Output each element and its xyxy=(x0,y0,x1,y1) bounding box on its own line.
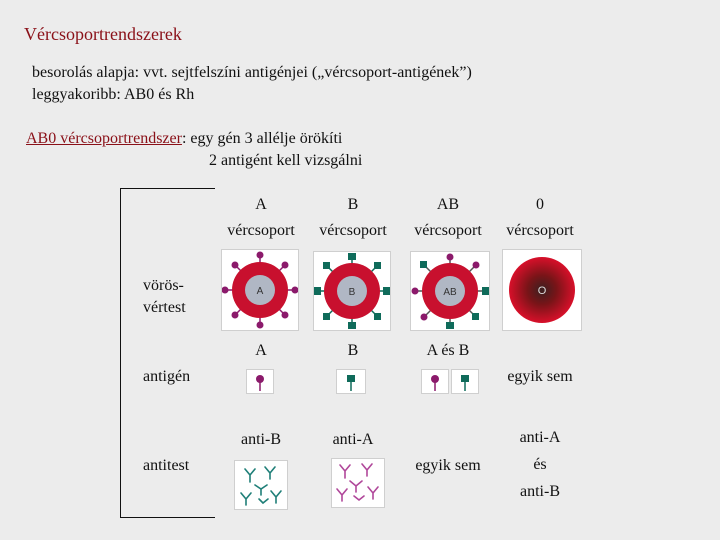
col-b-name: B xyxy=(347,196,359,213)
rbc-a-label: A xyxy=(256,286,264,297)
antigen-b-label: B xyxy=(347,342,359,359)
antigen-b-icon xyxy=(336,369,366,394)
anti-b-antibody-icon xyxy=(235,461,287,509)
antibody-b-label: anti-A xyxy=(332,431,374,448)
col-header-ab xyxy=(401,192,495,244)
row-label-rbc-1: vörös- xyxy=(143,277,184,294)
antigen-a-icon xyxy=(246,369,274,394)
col-header-b xyxy=(306,192,400,244)
rbc-b-icon xyxy=(314,252,390,330)
subtitle xyxy=(32,62,472,106)
ab0-description xyxy=(26,128,362,172)
rbc-b-label: B xyxy=(348,287,356,298)
row-label-rbc xyxy=(143,275,186,319)
antibody-0-line-2: és xyxy=(533,456,547,473)
subtitle-line-1: besorolás alapja: vvt. sejtfelszíni antigénjei („vércsoport-antigének”) xyxy=(32,64,472,81)
rbc-a-icon xyxy=(222,250,298,330)
page-title: Vércsoportrendszerek xyxy=(24,24,182,44)
col-header-0 xyxy=(493,192,587,244)
rbc-image-a xyxy=(221,249,299,331)
col-header-a xyxy=(214,192,308,244)
antigen-ab-a-icon xyxy=(421,369,449,394)
antigen-a-label: A xyxy=(255,342,267,359)
rbc-ab-icon xyxy=(411,252,489,330)
col-ab-name: AB xyxy=(436,196,460,213)
row-label-antigen: antigén xyxy=(143,368,191,385)
col-b-suffix: vércsoport xyxy=(319,222,387,239)
antigen-0-label: egyik sem xyxy=(507,368,573,385)
col-a-name: A xyxy=(255,196,267,213)
col-0-name: 0 xyxy=(536,196,544,213)
antibody-a-label: anti-B xyxy=(241,431,281,448)
antibody-0-label xyxy=(493,424,587,505)
antibody-anti-a-image xyxy=(331,458,385,508)
antibody-0-line-1: anti-A xyxy=(519,429,561,446)
rbc-image-b xyxy=(313,251,391,331)
subtitle-line-2: leggyakoribb: AB0 és Rh xyxy=(32,86,195,103)
rbc-image-0 xyxy=(502,249,582,331)
col-a-suffix: vércsoport xyxy=(227,222,295,239)
rbc-0-label: O xyxy=(537,285,547,297)
row-label-rbc-2: vértest xyxy=(143,299,186,316)
col-ab-suffix: vércsoport xyxy=(414,222,482,239)
ab0-line2: 2 antigént kell vizsgálni xyxy=(209,152,363,169)
antibody-anti-b-image xyxy=(234,460,288,510)
ab0-term: AB0 vércsoportrendszer xyxy=(26,130,182,147)
ab0-rest: : egy gén 3 allélje örökíti xyxy=(181,130,343,147)
rbc-image-ab xyxy=(410,251,490,331)
antigen-ab-label: A és B xyxy=(426,342,470,359)
rbc-ab-label: AB xyxy=(443,287,457,298)
col-0-suffix: vércsoport xyxy=(506,222,574,239)
anti-a-antibody-icon xyxy=(332,459,384,507)
rbc-0-icon xyxy=(503,250,581,330)
row-label-antibody: antitest xyxy=(143,457,190,474)
antibody-0-line-3: anti-B xyxy=(520,483,560,500)
antigen-ab-b-icon xyxy=(451,369,479,394)
antibody-ab-label: egyik sem xyxy=(415,457,481,474)
